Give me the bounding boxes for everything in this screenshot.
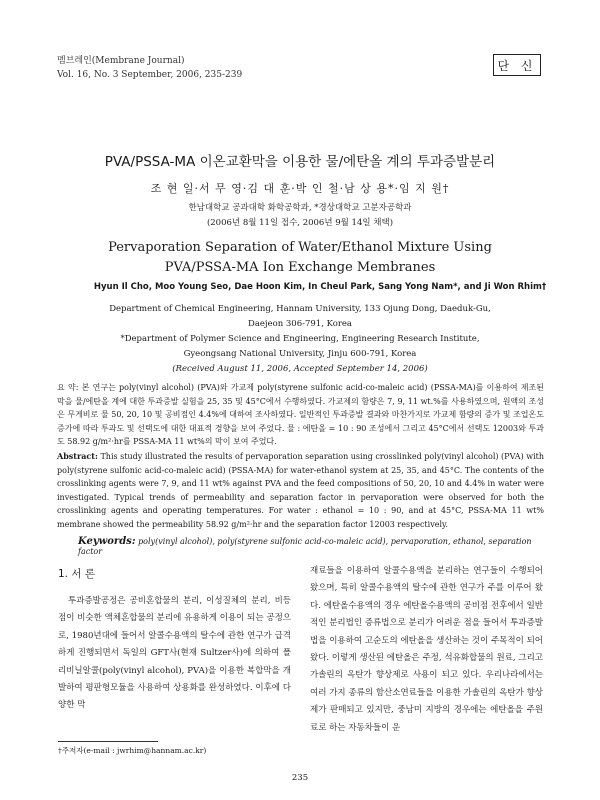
body-paragraph: 투과증발공정은 공비혼합물의 분리, 이성질체의 분리, 비등점이 비슷한 액체혼합물의 분리에 유용하게 이용이 되는 공정으로, 1980년대에 들어서 알콜수용액의 탈수에 관한 연구가 급격하게 진행되면서 독일의 GFT사(현재 Sultzer사)에 의하여 폴리비닐알콜(poly(vinyl alcohol), PVA)을 이용한 복합막을 개발하여 평판형모듈을 사용하여 상용화를 완성하였다. 이후에 다양한 막 (58, 596, 291, 711)
english-title-line2: PVA/PSSA-MA Ion Exchange Membranes (164, 260, 436, 275)
english-title-line1: Pervaporation Separation of Water/Ethanol Mixture Using (108, 240, 492, 255)
footnote-divider (58, 741, 158, 742)
affiliation-line: Gyeongsang National University, Jinju 600-791, Korea (183, 349, 417, 359)
keywords (78, 536, 558, 556)
body-column-right (310, 563, 543, 737)
english-abstract-text: This study illustrated the results of pervaporation separation using crosslinked poly(vinyl alcohol) (PVA) with poly(styrene sulfonic acid-co-maleic acid) (PSSA-MA) for water-ethanol system at 25, 35, and 45°C. The contents of the crosslinking agents were 7, 9, and 11 wt% against PVA and the feed compositions of 50, 20, 10 and 4.4% in water were investigated. Typical trends of permeability and separation factor in pervaporation were observed for both the crosslinking agents and operating temperatures. For water : ethanol = 10 : 90, and at 45°C, PSSA-MA 11 wt% membrane showed the permeability 58.92 g/m²·hr and the separation factor 12003 respectively. (57, 452, 545, 529)
english-abstract (57, 450, 544, 532)
english-affiliation (0, 302, 600, 377)
keywords-text: poly(vinyl alcohol), poly(styrene sulfonic acid-co-maleic acid), pervaporation, ethanol, separation factor (78, 537, 532, 556)
korean-title: PVA/PSSA-MA 이온교환막을 이용한 물/에탄올 계의 투과증발분리 (104, 154, 496, 170)
keywords-label: Keywords: (78, 536, 136, 547)
korean-affiliation-line: 한남대학교 공과대학 화학공학과, *경상대학교 고분자공학과 (188, 203, 412, 213)
english-title (0, 238, 600, 278)
korean-abstract-label: 요 약: (57, 383, 79, 392)
korean-abstract-text: 본 연구는 poly(vinyl alcohol) (PVA)와 가교제 poly(styrene sulfonic acid-co-maleic acid) (PSSA-MA)를 이용하여 제조된 막을 물/에탄올 계에 대한 투과증발 실험을 25, 35 및 45°C에서 수행하였다. 가교제의 함량은 7, 9, 11 wt.%를 사용하였으며, 원액의 조성은 무게비로 물 50, 20, 10 및 공비점인 4.4%에 대하여 조사하였다. 일반적인 투과증발 결과와 마찬가지로 가교제 함량의 증가 및 조업온도 증가에 따라 투과도 및 선택도에 대한 대표적 경향을 보여 주었다. 물 : 에탄올 = 10 : 90 조성에서 그리고 45°C에서 선택도 12003와 투과도 58.92 g/m²·hr를 PSSA-MA 11 wt%의 막이 보여 주었다. (57, 383, 544, 447)
korean-affiliation (0, 201, 600, 231)
page-number: 235 (291, 773, 309, 783)
footnote: †주저자(e-mail : jwrhim@hannam.ac.kr) (58, 746, 207, 755)
english-authors: Hyun Il Cho, Moo Young Seo, Dae Hoon Kim, In Cheul Park, Sang Yong Nam*, and Ji Won Rhim† (93, 282, 547, 292)
affiliation-line: Daejeon 306-791, Korea (248, 319, 352, 329)
korean-authors: 조 현 일·서 무 영·김 대 훈·박 인 철·남 상 용*·임 지 원† (150, 182, 450, 195)
received-dates: (Received August 11, 2006, Accepted September 14, 2006) (172, 364, 428, 374)
section-title: 1. 서 론 (58, 568, 95, 580)
journal-name: 멤브레인(Membrane Journal) (57, 56, 185, 66)
body-column-left (58, 593, 291, 715)
affiliation-line: Department of Chemical Engineering, Hannam University, 133 Ojung Dong, Daeduk-Gu, (109, 304, 491, 314)
english-abstract-label: Abstract: (57, 451, 98, 461)
body-paragraph: 재료들을 이용하여 알콜수용액을 분리하는 연구들이 수행되어 왔으며, 특히 알콜수용액의 탈수에 관한 연구가 주를 이루어 왔다. 에탄올수용액의 경우 에탄올수용액의 공비점 전후에서 일반적인 분리법인 증류법으로 분리가 어려운 점을 들어서 투과증발법을 이용하여 고순도의 에탄올을 생산하는 것이 주목적이 되어 왔다. 이렇게 생산된 에탄올은 주정, 석유화합물의 원료, 그리고 가솔린의 옥탄가 향상제로 사용이 되고 있다. 우리나라에서는 여러 가지 종류의 함산소연료들을 이용한 가솔린의 옥탄가 향상제가 판매되고 있지만, 중남미 지방의 경우에는 에탄올을 주원료로 하는 자동차들이 운 (310, 566, 543, 733)
journal-volume: Vol. 16, No. 3 September, 2006, 235-239 (57, 70, 243, 80)
affiliation-line: *Department of Polymer Science and Engineering, Engineering Research Institute, (120, 334, 480, 344)
journal-info (57, 54, 242, 82)
article-type-badge: 단 신 (493, 54, 541, 76)
korean-abstract (57, 381, 544, 449)
korean-dates: (2006년 8월 11일 접수, 2006년 9월 14일 채택) (206, 218, 394, 228)
